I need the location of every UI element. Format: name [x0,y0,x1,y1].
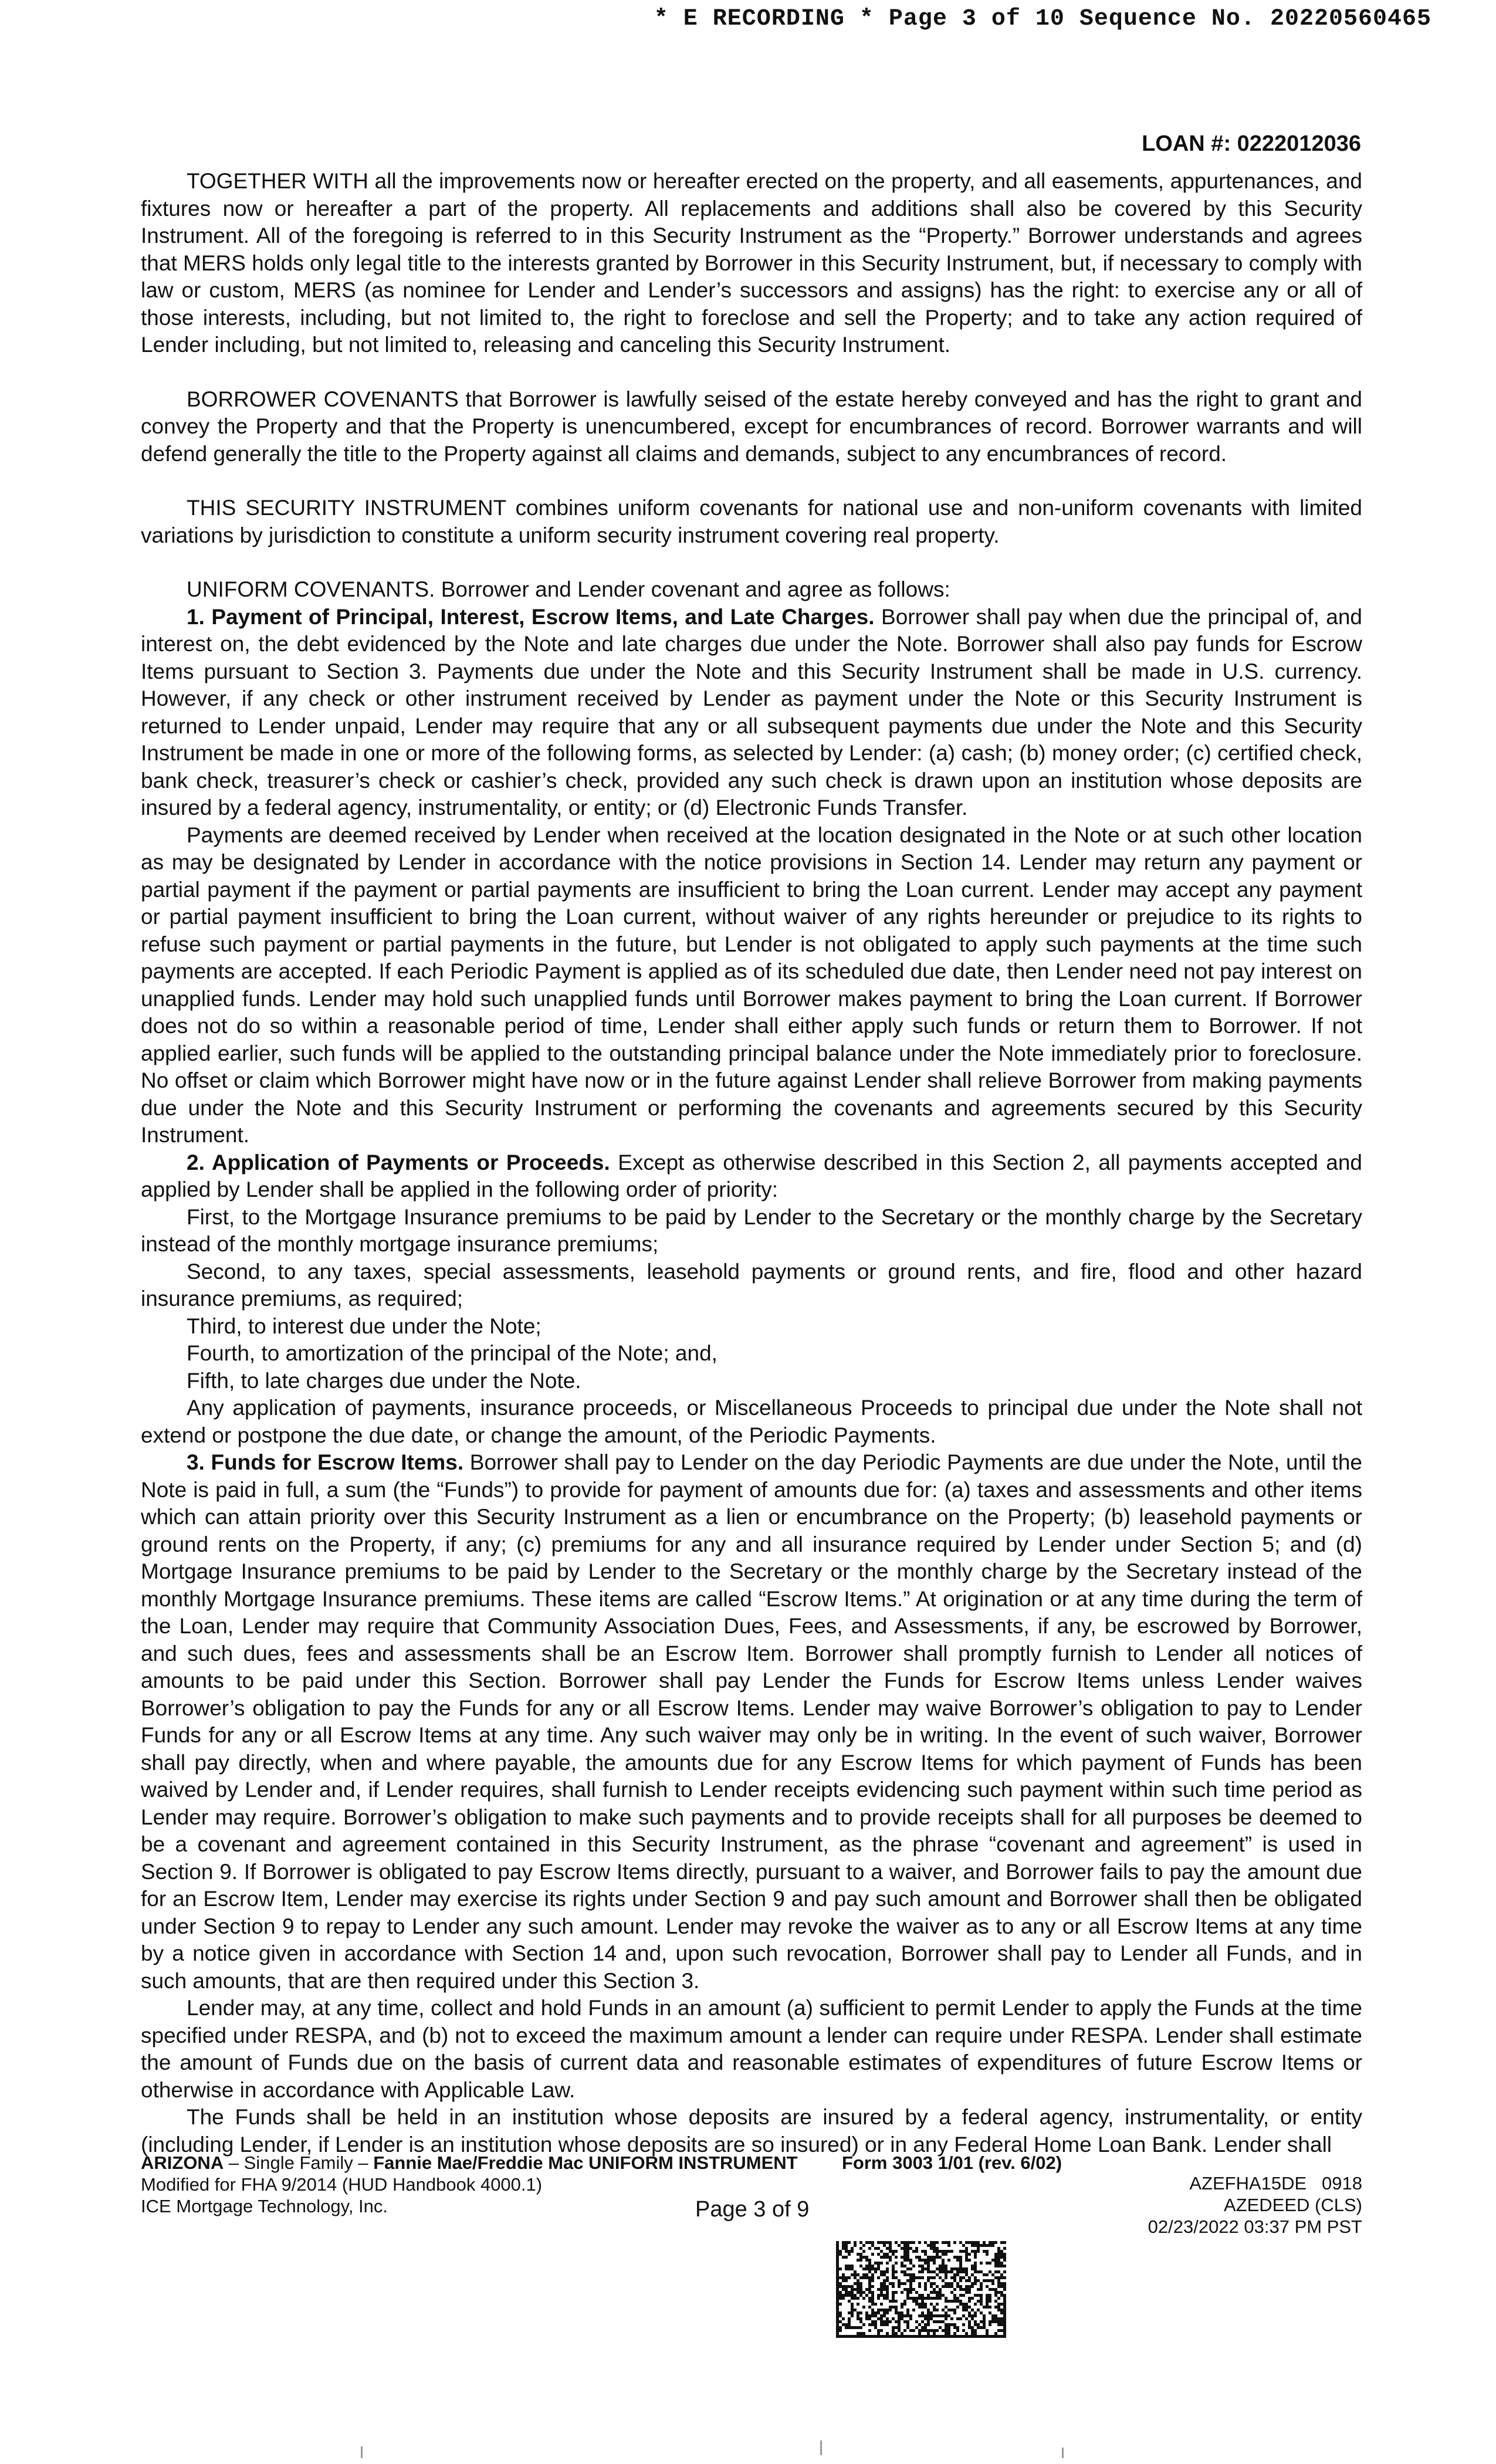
uniform-covenants-intro: UNIFORM COVENANTS. Borrower and Lender covenant and agree as follows: [187,577,950,601]
footer-state: ARIZONA [141,2152,224,2173]
footer-code-1: AZEFHA15DE 0918 [1189,2173,1362,2194]
together-with-paragraph: TOGETHER WITH all the improvements now or hereafter erected on the property, and all easements, appurtenances, and fixtures now or hereafter a part of the property. All replacements and additions shall also be covered by this Security Instrument. All of the foregoing is referred to in this Security Instrument as the “Property.” Borrower understands and agrees that MERS holds only legal title to the interests granted by Borrower in this Security Instrument, but, if necessary to comply with law or custom, MERS (as nominee for Lender and Lender’s successors and assigns) has the right: to exercise any or all of those interests, including, but not limited to, the right to foreclose and sell the Property; and to take any action required of Lender including, but not limited to, releasing and canceling this Security Instrument. [141,169,1362,357]
section-1-text: Borrower shall pay when due the principal of, and interest on, the debt evidenced by the Note and late charges due under the Note. Borrower shall also pay funds for Escrow Items pursuant to Section 3. Payments due under the Note and this Security Instrument shall be made in U.S. currency. However, if any check or other instrument received by Lender as payment under the Note or this Security Instrument is returned to Lender unpaid, Lender may require that any or all subsequent payments due under the Note and this Security Instrument be made in one or more of the following forms, as selected by Lender: (a) cash; (b) money order; (c) certified check, bank check, treasurer’s check or cashier’s check, provided any such check is drawn upon an institution whose deposits are insured by a federal agency, instrumentality, or entity; or (d) Electronic Funds Transfer. [141,604,1363,820]
section-2-first: First, to the Mortgage Insurance premiums to be paid by Lender to the Secretary or the monthly charge by the Secretary instead of the monthly mortgage insurance premiums; [141,1204,1362,1256]
footer-timestamp: 02/23/2022 03:37 PM PST [1148,2216,1362,2237]
barcode-icon [836,2241,1006,2338]
footer-line1-mid: – Single Family – [224,2152,374,2173]
section-1-paragraph-2: Payments are deemed received by Lender when received at the location designated in the Note or at such other location as may be designated by Lender in accordance with the notice provisions in Section 14. Lender may return any payment or partial payment if the payment or partial payments are insufficient to bring the Loan current. Lender may accept any payment or partial payment insufficient to bring the Loan current, without waiver of any rights hereunder or prejudice to its rights to refuse such payment or partial payments in the future, but Lender is not obligated to apply such payments at the time such payments are accepted. If each Periodic Payment is applied as of its scheduled due date, then Lender need not pay interest on unapplied funds. Lender may hold such unapplied funds until Borrower makes payment to bring the Loan current. If Borrower does not do so within a reasonable period of time, Lender shall either apply such funds or return them to Borrower. If not applied earlier, such funds will be applied to the outstanding principal balance under the Note immediately prior to foreclosure. No offset or claim which Borrower might have now or in the future against Lender shall relieve Borrower from making payments due under the Note and this Security Instrument or performing the covenants and agreements secured by this Security Instrument. [141,823,1362,1147]
footer-codes [1148,2172,1362,2238]
section-3 [141,1449,1362,1995]
footer-page-number: Page 3 of 9 [695,2197,810,2222]
section-1 [141,604,1362,822]
scan-artifact-marks [0,2435,1496,2464]
borrower-covenants-paragraph: BORROWER COVENANTS that Borrower is lawfully seised of the estate hereby conveyed and has the right to grant and convey the Property and that the Property is unencumbered, except for encumbrances of record. Borrower warrants and will defend generally the title to the Property against all claims and demands, subject to any encumbrances of record. [141,387,1362,466]
section-2-text: Except as otherwise described in this Section 2, all payments accepted and applied by Lender shall be applied in the following order of priority: [141,1150,1362,1201]
section-1-heading: 1. Payment of Principal, Interest, Escrow Items, and Late Charges. [187,604,875,629]
footer-fha-modification: Modified for FHA 9/2014 (HUD Handbook 4000.1) [141,2174,543,2195]
footer-vendor: ICE Mortgage Technology, Inc. [141,2196,388,2216]
section-2-fourth: Fourth, to amortization of the principal of the Note; and, [187,1341,717,1365]
section-2-third: Third, to interest due under the Note; [187,1314,541,1338]
security-instrument-paragraph: THIS SECURITY INSTRUMENT combines uniform covenants for national use and non-uniform covenants with limited variations by jurisdiction to constitute a uniform security instrument covering real property. [141,496,1362,547]
section-3-text: Borrower shall pay to Lender on the day Periodic Payments are due under the Note, until the Note is paid in full, a sum (the “Funds”) to provide for payment of amounts due for: (a) taxes and assessments and other items which can attain priority over this Security Instrument as a lien or encumbrance on the Property; (b) leasehold payments or ground rents on the Property, if any; (c) premiums for any and all insurance required by Lender under Section 5; and (d) Mortgage Insurance premiums to be paid by Lender to the Secretary or the monthly charge by the Secretary instead of the monthly Mortgage Insurance premiums. These items are called “Escrow Items.” At origination or at any time during the term of the Loan, Lender may require that Community Association Dues, Fees, and Assessments, if any, be escrowed by Borrower, and such dues, fees and assessments shall be an Escrow Item. Borrower shall promptly furnish to Lender all notices of amounts to be paid under this Section. Borrower shall pay Lender the Funds for Escrow Items unless Lender waives Borrower’s obligation to pay the Funds for any or all Escrow Items. Lender may waive Borrower’s obligation to pay to Lender Funds for any or all Escrow Items at any time. Any such waiver may only be in writing. In the event of such waiver, Borrower shall pay directly, when and where payable, the amounts due for any Escrow Items for which payment of Funds has been waived by Lender and, if Lender requires, shall furnish to Lender receipts evidencing such payment within such time period as Lender may require. Borrower’s obligation to make such payments and to provide receipts shall for all purposes be deemed to be a covenant and agreement contained in this Security Instrument, as the phrase “covenant and agreement” is used in Section 9. If Borrower is obligated to pay Escrow Items directly, pursuant to a waiver, and Borrower fails to pay the amount due for an Escrow Item, Lender may exercise its rights under Section 9 and pay such amount and Borrower shall then be obligated under Section 9 to repay to Lender any such amount. Lender may revoke the waiver as to any or all Escrow Items at any time by a notice given in accordance with Section 14 and, upon such revocation, Borrower shall pay to Lender all Funds, and in such amounts, that are then required under this Section 3. [141,1450,1362,1993]
section-2-heading: 2. Application of Payments or Proceeds. [187,1150,610,1175]
section-2-second: Second, to any taxes, special assessments, leasehold payments or ground rents, and fire, flood and other hazard insurance premiums, as required; [141,1259,1362,1311]
document-body [141,168,1362,2158]
section-2-fifth: Fifth, to late charges due under the Note. [187,1368,581,1393]
section-3-paragraph-2: Lender may, at any time, collect and hold Funds in an amount (a) sufficient to permit Lender to apply the Funds at the time specified under RESPA, and (b) not to exceed the maximum amount a lender can require under RESPA. Lender shall estimate the amount of Funds due on the basis of current data and reasonable estimates of expenditures of future Escrow Items or otherwise in accordance with Applicable Law. [141,1996,1362,2102]
section-3-heading: 3. Funds for Escrow Items. [187,1450,464,1474]
document-footer [141,2152,1362,2345]
footer-form-number: Form 3003 1/01 (rev. 6/02) [842,2152,1062,2173]
footer-code-2: AZEDEED (CLS) [1224,2195,1362,2215]
footer-instrument-name: Fannie Mae/Freddie Mac UNIFORM INSTRUMENT [373,2152,798,2173]
section-2-application: Any application of payments, insurance proceeds, or Miscellaneous Proceeds to principal due under the Note shall not extend or postpone the due date, or change the amount, of the Periodic Payments. [141,1396,1362,1447]
section-2 [141,1149,1362,1204]
loan-number: LOAN #: 0222012036 [1142,131,1361,156]
section-3-paragraph-3: The Funds shall be held in an institution whose deposits are insured by a federal agency, instrumentality, or entity (including Lender, if Lender is an institution whose deposits are so insured) or in any Federal Home Loan Bank. Lender shall [141,2105,1362,2157]
recording-header: * E RECORDING * Page 3 of 10 Sequence No. 20220560465 [654,6,1431,32]
